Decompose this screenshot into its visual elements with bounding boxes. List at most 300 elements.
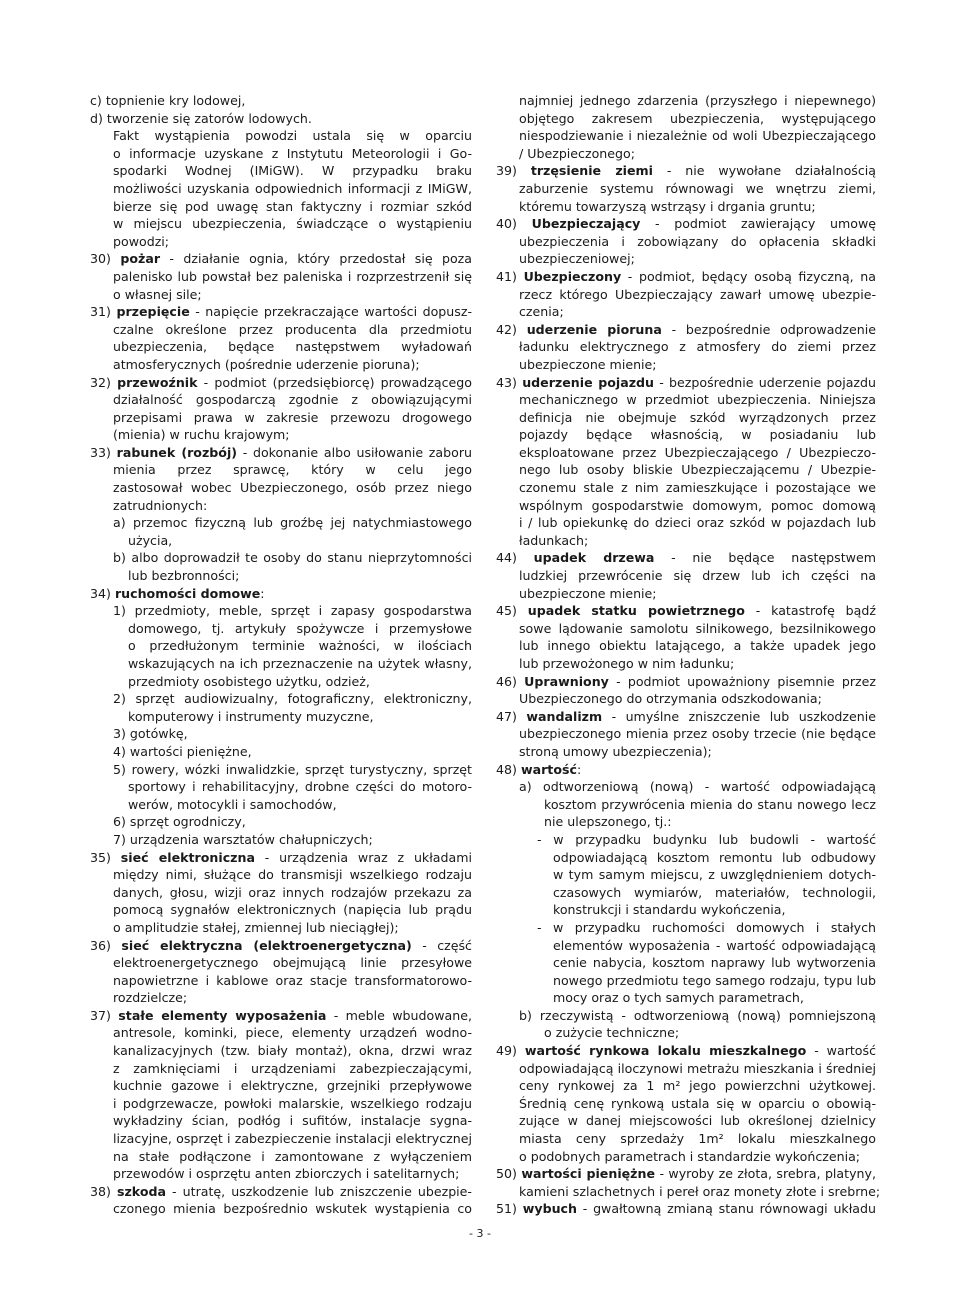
text-line (496, 849, 876, 867)
text-line (90, 989, 472, 1007)
text-line (496, 884, 876, 902)
line-text: sportowy i rehabilitacyjny, drobne części do motoro- (128, 779, 472, 795)
text-line (90, 268, 472, 286)
item-number: 38) (90, 1183, 117, 1199)
text-line (496, 1165, 876, 1183)
text-line (496, 338, 876, 356)
text-line (496, 250, 876, 268)
text-line (496, 1042, 876, 1060)
text-line (90, 286, 472, 304)
text-line (90, 1060, 472, 1078)
line-text: odpowiadającą kosztom remontu lub odbudowy (553, 849, 876, 865)
item-number: 34) (90, 585, 115, 601)
defined-term: wandalizm (526, 708, 603, 724)
line-text: ubezpieczonego mienia przez osoby trzecie (nie będące (519, 726, 876, 742)
text-line (496, 391, 876, 409)
line-text: - wartość (806, 1043, 876, 1059)
text-line (90, 761, 472, 779)
text-line (90, 391, 472, 409)
text-line (90, 620, 472, 638)
line-text: lub innego obiektu latającego, a także upadek jego (519, 638, 876, 654)
line-text: miasta ceny sprzedaży 1m² lokalu mieszkalnego (519, 1131, 876, 1147)
text-line (496, 637, 876, 655)
line-text: d) tworzenie się zatorów lodowych. (90, 110, 312, 126)
line-text: ubezpieczone mienie; (519, 585, 657, 601)
text-line (496, 954, 876, 972)
text-line (496, 127, 876, 145)
text-line (90, 198, 472, 216)
defined-term: Uprawniony (524, 673, 609, 689)
text-line (90, 1024, 472, 1042)
text-line (496, 145, 876, 163)
line-text: - nie będące następstwem (671, 550, 876, 566)
line-text: napowietrzne i kablowe oraz stacje transformatorowo- (113, 972, 472, 988)
item-number: 36) (90, 937, 122, 953)
line-text: : (576, 761, 582, 777)
line-text: - urządzenia wraz z układami (264, 849, 472, 865)
text-line (90, 866, 472, 884)
line-text: - katastrofę bądź (755, 603, 876, 619)
line-text: wskazujących na ich przeznaczenie na użytek własny, (128, 656, 472, 671)
line-text: ceny rynkowej za 1 m² jego powierzchni użytkowej. (519, 1078, 876, 1094)
line-text: ubezpieczone mienie; (519, 356, 657, 372)
line-text: o własnej sile; (113, 286, 202, 302)
line-text: - gwałtowną zmianą stanu równowagi układu (576, 1201, 876, 1217)
text-line (90, 444, 472, 462)
left-column (90, 92, 472, 1218)
line-text: użycia, (128, 532, 173, 548)
line-text: ładunkach; (519, 532, 589, 548)
line-text: - utratę, uszkodzenie lub zniszczenie ubezpie- (166, 1183, 472, 1199)
text-line (496, 655, 876, 673)
line-text: odpowiadającą iloczynowi metrażu mieszkania i średniej (519, 1060, 876, 1076)
text-line (90, 1200, 472, 1218)
text-line (90, 655, 472, 673)
text-line (496, 110, 876, 128)
text-line (90, 409, 472, 427)
text-line (90, 567, 472, 585)
text-line (90, 321, 472, 339)
text-line (496, 1183, 881, 1201)
item-number: 50) (496, 1166, 522, 1182)
text-line (90, 549, 472, 567)
line-text: - część (422, 937, 472, 953)
item-number: 51) (496, 1201, 523, 1217)
line-text: 2) sprzęt audiowizualny, fotograficzny, elektroniczny, (113, 691, 472, 707)
line-text: możliwości uzyskania odpowiednich informacji z IMiGW, (113, 180, 472, 196)
line-text: b) albo doprowadził te osoby do stanu nieprzytomności (113, 550, 472, 566)
line-text: - bezpośrednie odprowadzenie (661, 321, 876, 337)
text-line (90, 145, 472, 163)
text-line (90, 497, 472, 515)
line-text: Fakt wystąpienia powodzi ustala się w oparciu (113, 128, 472, 144)
text-line (90, 1077, 472, 1095)
line-text: na stałe podłączone i zamontowane z wyłączeniem (113, 1148, 472, 1164)
line-text: - działanie ognia, który przedostał się poza (160, 251, 472, 267)
line-text: ubezpieczenia, będące następstwem wyładowań (113, 339, 472, 355)
line-text: elementów wyposażenia - wartość odpowiadającą (553, 937, 876, 953)
text-line (90, 1007, 472, 1025)
defined-term: ruchomości domowe (114, 585, 261, 601)
text-line (90, 673, 472, 691)
text-line (90, 374, 472, 392)
text-line (496, 461, 876, 479)
item-number: 47) (496, 708, 527, 724)
line-text: o przedłużonym terminie ważności, w ilościach (128, 638, 472, 654)
line-text: / Ubezpieczonego; (519, 145, 635, 161)
text-line (90, 1148, 472, 1166)
line-text: b) rzeczywistą - odtworzeniową (nową) pomniejszoną (519, 1007, 876, 1023)
line-text: kanalizacyjnych (tzw. biały montaż), okna, drzwi wraz (113, 1043, 472, 1059)
text-line (496, 444, 876, 462)
line-text: nowego przedmiotu tego samego rodzaju, typu lub (553, 972, 876, 988)
line-text: elektroenergetycznego obejmującą linie przesyłowe (113, 955, 472, 971)
line-text: - umyślne zniszczenie lub uszkodzenie (602, 708, 876, 724)
line-text: zaburzenie systemu równowagi we wnętrzu ziemi, (519, 180, 876, 196)
line-text: zatrudnionych: (113, 497, 208, 513)
text-line (496, 514, 876, 532)
line-text: definicja nie obejmuje szkód wyrządzonych przez (519, 409, 876, 425)
text-line (90, 180, 472, 198)
line-text: objętego zakresem ubezpieczenia, występującego (519, 110, 876, 126)
line-text: działalność gospodarczą zgodnie z obowiązującymi (113, 392, 472, 408)
line-text: a) odtworzeniową (nową) - wartość odpowiadającą (519, 779, 876, 795)
text-line (496, 497, 876, 515)
line-text: konstrukcji i standardu wykończenia, (553, 902, 786, 918)
line-text: ubezpieczenia i zobowiązany do opłacenia składki (519, 233, 876, 249)
right-column (496, 92, 881, 1218)
text-line (90, 532, 472, 550)
line-text: pojazdy będące własnością, w posiadaniu lub (519, 427, 876, 443)
text-line (496, 92, 876, 110)
line-text: 4) wartości pieniężne, (113, 743, 252, 759)
line-text: - podmiot, będący osobą fizyczną, na (621, 268, 876, 284)
text-line (90, 954, 472, 972)
text-line (496, 972, 876, 990)
item-number: 45) (496, 603, 528, 619)
line-text: ładunku elektrycznego z atmosfery do ziemi przez (519, 339, 876, 355)
text-line (496, 602, 876, 620)
text-line (496, 743, 876, 761)
text-line (496, 409, 876, 427)
line-text: a) przemoc fizyczną lub groźbę jej natychmiastowego (113, 515, 472, 531)
text-line (496, 937, 876, 955)
text-line (90, 1112, 472, 1130)
text-line (90, 690, 472, 708)
line-text: o podobnych parametrach i standardzie wykończenia; (519, 1148, 861, 1164)
text-line (496, 268, 876, 286)
line-text: o amplitudzie stałej, zmiennej lub nieciągłej); (113, 919, 399, 935)
line-text: - dokonanie albo usiłowanie zaboru (237, 444, 472, 460)
text-line (90, 233, 472, 251)
line-text: - w przypadku budynku lub budowli - wartość (537, 831, 876, 847)
text-line (90, 778, 472, 796)
text-line (90, 708, 472, 726)
line-text: cenie nabycia, kosztom naprawy lub wytworzenia (553, 955, 876, 971)
text-line (90, 1095, 472, 1113)
line-text: palenisko lub powstał bez paleniska i rozprzestrzenił się (113, 268, 472, 284)
defined-term: uderzenie pioruna (526, 321, 662, 337)
text-line (90, 426, 472, 444)
line-text: werów, motocykli i samochodów, (128, 796, 337, 812)
defined-term: upadek statku powietrznego (527, 603, 745, 619)
text-line (496, 426, 876, 444)
text-line (496, 286, 876, 304)
text-line (496, 215, 876, 233)
item-number: 39) (496, 163, 531, 179)
text-line (496, 585, 876, 603)
text-line (90, 127, 472, 145)
text-line (90, 514, 472, 532)
line-text: - w przypadku ruchomości domowych i stałych (537, 919, 876, 935)
line-text: - nie wywołane działalnością (666, 163, 876, 179)
defined-term: wybuch (522, 1201, 577, 1217)
text-line (496, 919, 876, 937)
line-text: i podgrzewacze, powłoki malarskie, wszelkiego rodzaju (113, 1095, 472, 1111)
text-line (90, 356, 472, 374)
line-text: powodzi; (113, 233, 170, 249)
text-line (496, 1095, 876, 1113)
item-number: 40) (496, 216, 532, 232)
line-text: o zużycie techniczne; (544, 1025, 680, 1041)
text-line (496, 1060, 876, 1078)
line-text: zujące w danej miejscowości lub określonej dzielnicy (519, 1113, 876, 1129)
item-number: 32) (90, 374, 118, 390)
line-text: najmniej jednego zdarzenia (przyszłego i niepewnego) (519, 93, 876, 108)
text-line (496, 532, 876, 550)
line-text: - podmiot zawierający umowę (640, 216, 876, 232)
text-line (496, 303, 876, 321)
line-text: c) topnienie kry lodowej, (90, 93, 246, 108)
line-text: kuchnie gazowe i elektryczne, grzejniki przepływowe (113, 1078, 472, 1094)
line-text: przedmioty osobistego użytku, odzież, (128, 673, 370, 689)
text-line (90, 250, 472, 268)
line-text: kamieni szlachetnych i pereł oraz monety złote i srebrne; (519, 1183, 881, 1199)
line-text: Ubezpieczonego do otrzymania odszkodowania; (519, 691, 822, 707)
line-text: 5) rowery, wózki inwalidzkie, sprzęt turystyczny, sprzęt (113, 761, 472, 777)
line-text: danych, głosu, wizji oraz innych rodzajów przekazu za (113, 884, 472, 900)
line-text: 1) przedmioty, meble, sprzęt i zapasy gospodarstwa (113, 603, 472, 619)
line-text: domowego, tj. artykuły spożywcze i przemysłowe (128, 620, 472, 636)
text-line (90, 637, 472, 655)
defined-term: sieć elektroniczna (120, 849, 255, 865)
text-line (496, 1077, 876, 1095)
text-line (90, 479, 472, 497)
line-text: - wyroby ze złota, srebra, platyny, (655, 1166, 876, 1182)
line-text: bierze się pod uwagę stan faktyczny i rozmiar szkód (113, 198, 472, 214)
line-text: sowe lądowanie samolotu silnikowego, bezsilnikowego (519, 620, 876, 636)
text-line (496, 761, 876, 779)
text-line (90, 1165, 472, 1183)
text-line (496, 708, 876, 726)
text-line (90, 461, 472, 479)
text-line (496, 620, 876, 638)
text-line (90, 972, 472, 990)
text-line (496, 796, 876, 814)
text-line (496, 1130, 876, 1148)
text-line (496, 479, 876, 497)
defined-term: wartość rynkowa lokalu mieszkalnego (524, 1043, 807, 1059)
line-text: 3) gotówkę, (113, 726, 188, 742)
text-line (496, 901, 876, 919)
text-line (496, 180, 876, 198)
defined-term: wartości pieniężne (521, 1166, 656, 1182)
text-line (90, 110, 472, 128)
line-text: - podmiot upoważniony pisemnie przez (608, 673, 876, 689)
text-line (496, 778, 876, 796)
text-line (496, 1007, 876, 1025)
text-line (90, 725, 472, 743)
item-number: 48) (496, 761, 521, 777)
text-line (496, 567, 876, 585)
item-number: 42) (496, 321, 527, 337)
line-text: lub przewożonego w nim ładunku; (519, 656, 735, 671)
defined-term: wartość (520, 761, 577, 777)
text-line (496, 831, 876, 849)
item-number: 35) (90, 849, 121, 865)
line-text: wspólnym gospodarstwie domowym, pomoc domową (519, 497, 876, 513)
line-text: czonemu stale z nim zamieszkujące i pozostające we (519, 480, 876, 496)
text-line (90, 796, 472, 814)
defined-term: trzęsienie ziemi (530, 163, 653, 179)
line-text: - meble wbudowane, (326, 1007, 472, 1023)
line-text: w tym samym miejscu, z uwzględnieniem dotych- (553, 867, 876, 883)
line-text: komputerowy i instrumenty muzyczne, (128, 708, 374, 724)
line-text: niespodziewanie i niezależnie od woli Ubezpieczającego (519, 128, 876, 144)
line-text: czalne określone przez producenta dla przedmiotu (113, 321, 472, 337)
text-line (496, 1148, 876, 1166)
line-text: z zamknięciami i urządzeniami zabezpieczającymi, (113, 1060, 472, 1076)
line-text: przewodów i osprzętu anten zbiorczych i satelitarnych; (113, 1166, 460, 1182)
line-text: eksploatowane przez Ubezpieczającego / Ubezpieczo- (519, 444, 876, 460)
item-number: 31) (90, 304, 117, 320)
line-text: rozdzielcze; (113, 990, 188, 1006)
item-number: 46) (496, 673, 525, 689)
text-line (90, 162, 472, 180)
line-text: nego lub osoby bliskie Ubezpieczającemu / Ubezpie- (519, 462, 876, 478)
text-line (90, 1183, 472, 1201)
line-text: antresole, kominki, piece, elementy urządzeń wodno- (113, 1025, 472, 1041)
defined-term: sieć elektryczna (elektroenergetyczna) (121, 937, 412, 953)
item-number: 41) (496, 268, 524, 284)
line-text: zastosował wobec Ubezpieczonego, osób przez niego (113, 480, 472, 496)
text-line (90, 92, 472, 110)
defined-term: Ubezpieczający (531, 216, 641, 232)
text-line (496, 1112, 876, 1130)
line-text: (mienia) w ruchu krajowym; (113, 427, 290, 443)
defined-term: stałe elementy wyposażenia (118, 1007, 327, 1023)
line-text: stroną umowy ubezpieczenia); (519, 743, 712, 759)
text-line (496, 813, 876, 831)
line-text: spodarki Wodnej (IMiGW). W przypadku braku (113, 163, 472, 179)
line-text: któremu towarzyszą wstrząsy i drgania gruntu; (519, 198, 816, 214)
line-text: przepisami prawa w zakresie przewozu drogowego (113, 409, 472, 425)
text-line (90, 1042, 472, 1060)
item-number: 43) (496, 374, 523, 390)
text-line (90, 303, 472, 321)
defined-term: upadek drzewa (533, 550, 655, 566)
text-line (90, 602, 472, 620)
text-line (496, 321, 876, 339)
line-text: - napięcie przekraczające wartości dopusz- (189, 304, 472, 320)
defined-term: szkoda (116, 1183, 167, 1199)
text-line (496, 549, 876, 567)
defined-term: uderzenie pojazdu (522, 374, 655, 390)
line-text: wykładziny ścian, podłóg i sufitów, instalacje sygna- (113, 1113, 472, 1129)
text-line (90, 919, 472, 937)
line-text: lub bezbronności; (128, 568, 240, 584)
line-text: czenia; (519, 304, 564, 320)
line-text: 7) urządzenia warsztatów chałupniczych; (113, 831, 373, 847)
text-line (90, 813, 472, 831)
line-text: : (260, 585, 265, 601)
line-text: czasowych wymiarów, materiałów, technologii, (553, 884, 876, 900)
text-line (496, 989, 876, 1007)
text-line (496, 690, 876, 708)
text-line (496, 673, 876, 691)
defined-term: Ubezpieczony (523, 268, 622, 284)
text-line (496, 1024, 876, 1042)
defined-term: przepięcie (116, 304, 190, 320)
text-line (90, 743, 472, 761)
line-text: ludzkiej przewrócenie się drzew lub ich części na (519, 568, 876, 584)
text-line (90, 215, 472, 233)
text-line (496, 233, 876, 251)
text-line (90, 849, 472, 867)
text-line (90, 338, 472, 356)
text-line (496, 725, 876, 743)
text-line (496, 866, 876, 884)
line-text: mechanicznego w przedmiot ubezpieczenia. Niniejsza (519, 392, 876, 408)
text-line (496, 198, 876, 216)
text-line (90, 831, 472, 849)
item-number: 37) (90, 1007, 119, 1023)
text-line (90, 884, 472, 902)
text-line (496, 162, 876, 180)
text-line (90, 901, 472, 919)
line-text: 6) sprzęt ogrodniczy, (113, 814, 246, 830)
line-text: - bezpośrednie uderzenie pojazdu (654, 374, 876, 390)
item-number: 30) (90, 251, 121, 267)
page-number: - 3 - (469, 1227, 491, 1240)
line-text: między nimi, służące do transmisji wszelkiego rodzaju (113, 867, 472, 883)
line-text: - podmiot (przedsiębiorcę) prowadzącego (197, 374, 472, 390)
item-number: 44) (496, 550, 534, 566)
text-line (496, 356, 876, 374)
item-number: 49) (496, 1043, 525, 1059)
line-text: czonego mienia bezpośrednio wskutek wystąpienia co (113, 1201, 472, 1217)
item-number: 33) (90, 444, 117, 460)
line-text: atmosferycznych (pośrednie uderzenie pioruna); (113, 356, 420, 372)
line-text: lizacyjne, osprzęt i zabezpieczenie instalacji elektrycznej (113, 1131, 472, 1147)
line-text: rzecz którego Ubezpieczający zawarł umowę ubezpie- (519, 286, 876, 302)
defined-term: pożar (120, 251, 161, 267)
line-text: o informacje uzyskane z Instytutu Meteorologii i Go- (113, 145, 472, 161)
text-line (90, 1130, 472, 1148)
line-text: kosztom przywrócenia mienia do stanu nowego lecz (544, 796, 876, 812)
text-line (496, 374, 876, 392)
text-line (496, 1200, 876, 1218)
line-text: nie ulepszonego, tj.: (544, 814, 672, 830)
line-text: Średnią cenę rynkową ustala się w oparciu o obowią- (519, 1095, 876, 1111)
line-text: pomocą sygnałów elektronicznych (napięcia lub prądu (113, 902, 472, 918)
line-text: w miejscu ubezpieczenia, świadczące o wystąpieniu (113, 216, 472, 232)
line-text: mocy oraz o tych samych parametrach, (553, 990, 804, 1006)
line-text: ubezpieczeniowej; (519, 251, 635, 267)
text-line (90, 585, 472, 603)
line-text: mienia przez sprawcę, który w celu jego (113, 462, 472, 478)
text-line (90, 937, 472, 955)
